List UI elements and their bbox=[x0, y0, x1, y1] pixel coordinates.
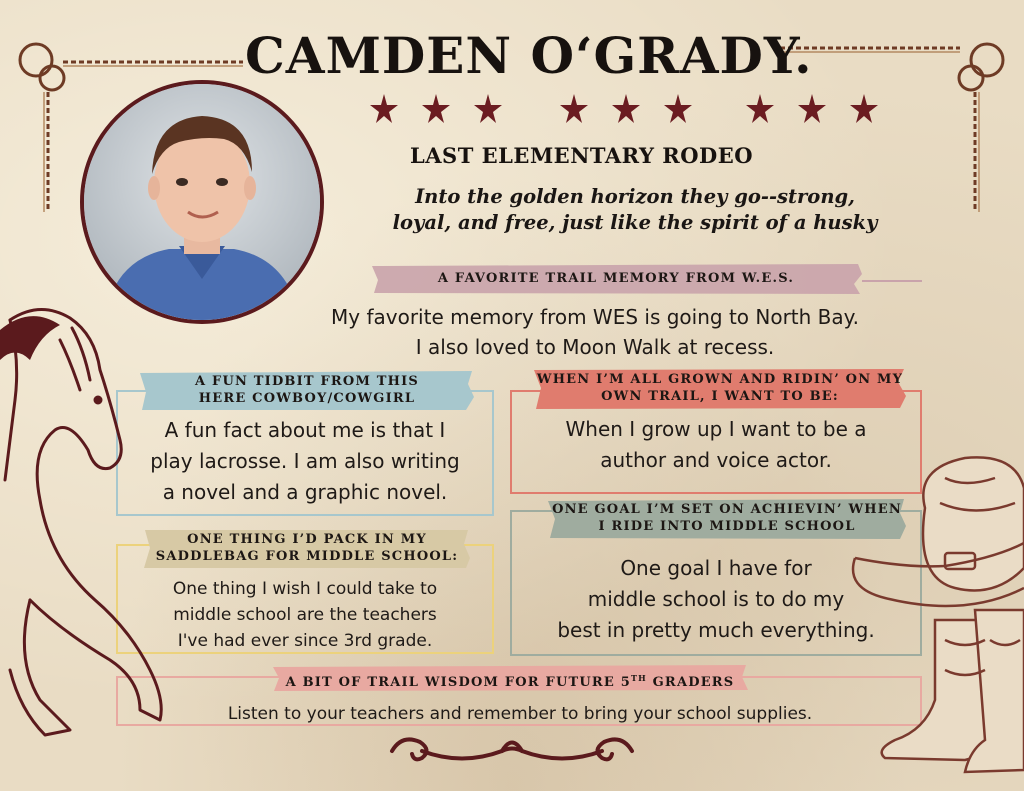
star-icon bbox=[474, 94, 502, 123]
memory-line: I also loved to Moon Walk at recess. bbox=[415, 335, 775, 359]
wisdom-heading bbox=[270, 664, 750, 692]
tidbit-text bbox=[122, 415, 488, 508]
goal-heading-line: ONE GOAL I’M SET ON ACHIEVIN’ WHEN bbox=[552, 502, 902, 517]
tagline-line: Into the golden horizon they go--strong, bbox=[415, 185, 855, 208]
wisdom-heading-text: A BIT OF TRAIL WISDOM FOR FUTURE 5 bbox=[285, 675, 631, 691]
pack-heading-line: ONE THING I’D PACK IN MY bbox=[187, 532, 427, 547]
star-icon bbox=[850, 94, 878, 123]
memory-box-border bbox=[862, 280, 922, 282]
scroll-ornament-icon bbox=[382, 726, 642, 776]
goal-line: One goal I have for bbox=[620, 556, 812, 580]
pack-heading bbox=[142, 528, 472, 570]
memory-line: My favorite memory from WES is going to North Bay. bbox=[331, 305, 859, 329]
pack-text bbox=[122, 576, 488, 654]
subtitle: LAST ELEMENTARY RODEO bbox=[410, 143, 754, 168]
star-icon bbox=[746, 94, 774, 123]
tidbit-heading-line: A FUN TIDBIT FROM THIS bbox=[195, 374, 419, 389]
grown-heading-line: OWN TRAIL, I WANT TO BE: bbox=[601, 389, 839, 404]
tidbit-heading bbox=[138, 370, 476, 412]
star-icon bbox=[664, 94, 692, 123]
tidbit-line: A fun fact about me is that I bbox=[164, 418, 446, 442]
grown-heading bbox=[532, 368, 908, 410]
star-icon bbox=[370, 94, 398, 123]
tagline bbox=[330, 184, 940, 236]
tidbit-line: a novel and a graphic novel. bbox=[162, 480, 448, 504]
goal-heading bbox=[546, 498, 908, 540]
cowboy-boots-icon bbox=[875, 600, 1024, 780]
grown-heading-line: WHEN I’M ALL GROWN AND RIDIN’ ON MY bbox=[536, 372, 904, 387]
star-row bbox=[368, 92, 888, 128]
wisdom-heading-text-end: GRADERS bbox=[646, 675, 735, 691]
goal-line: best in pretty much everything. bbox=[557, 618, 875, 642]
goal-line: middle school is to do my bbox=[587, 587, 845, 611]
student-photo bbox=[80, 80, 324, 324]
star-icon bbox=[798, 94, 826, 123]
star-icon bbox=[422, 94, 450, 123]
grown-line: When I grow up I want to be a bbox=[565, 417, 867, 441]
portrait-image bbox=[84, 84, 320, 320]
tagline-line: loyal, and free, just like the spirit of a husky bbox=[392, 211, 878, 234]
goal-heading-line: I RIDE INTO MIDDLE SCHOOL bbox=[598, 519, 856, 534]
memory-heading: A FAVORITE TRAIL MEMORY FROM W.E.S. bbox=[368, 262, 864, 296]
wisdom-text: Listen to your teachers and remember to bring your school supplies. bbox=[227, 704, 813, 724]
tidbit-heading-line: HERE COWBOY/COWGIRL bbox=[198, 391, 416, 406]
pack-line: One thing I wish I could take to bbox=[172, 579, 438, 599]
pack-line: middle school are the teachers bbox=[173, 605, 437, 625]
star-icon bbox=[612, 94, 640, 123]
pack-heading-line: SADDLEBAG FOR MIDDLE SCHOOL: bbox=[155, 549, 459, 564]
horse-icon bbox=[0, 300, 175, 740]
wisdom-heading-sup: TH bbox=[630, 673, 647, 683]
memory-text bbox=[270, 302, 920, 362]
student-name-title: CAMDEN O‘GRADY. bbox=[245, 26, 813, 85]
pack-line: I've had ever since 3rd grade. bbox=[177, 631, 433, 651]
tidbit-line: play lacrosse. I am also writing bbox=[150, 449, 460, 473]
grown-line: author and voice actor. bbox=[600, 448, 832, 472]
star-icon bbox=[560, 94, 588, 123]
